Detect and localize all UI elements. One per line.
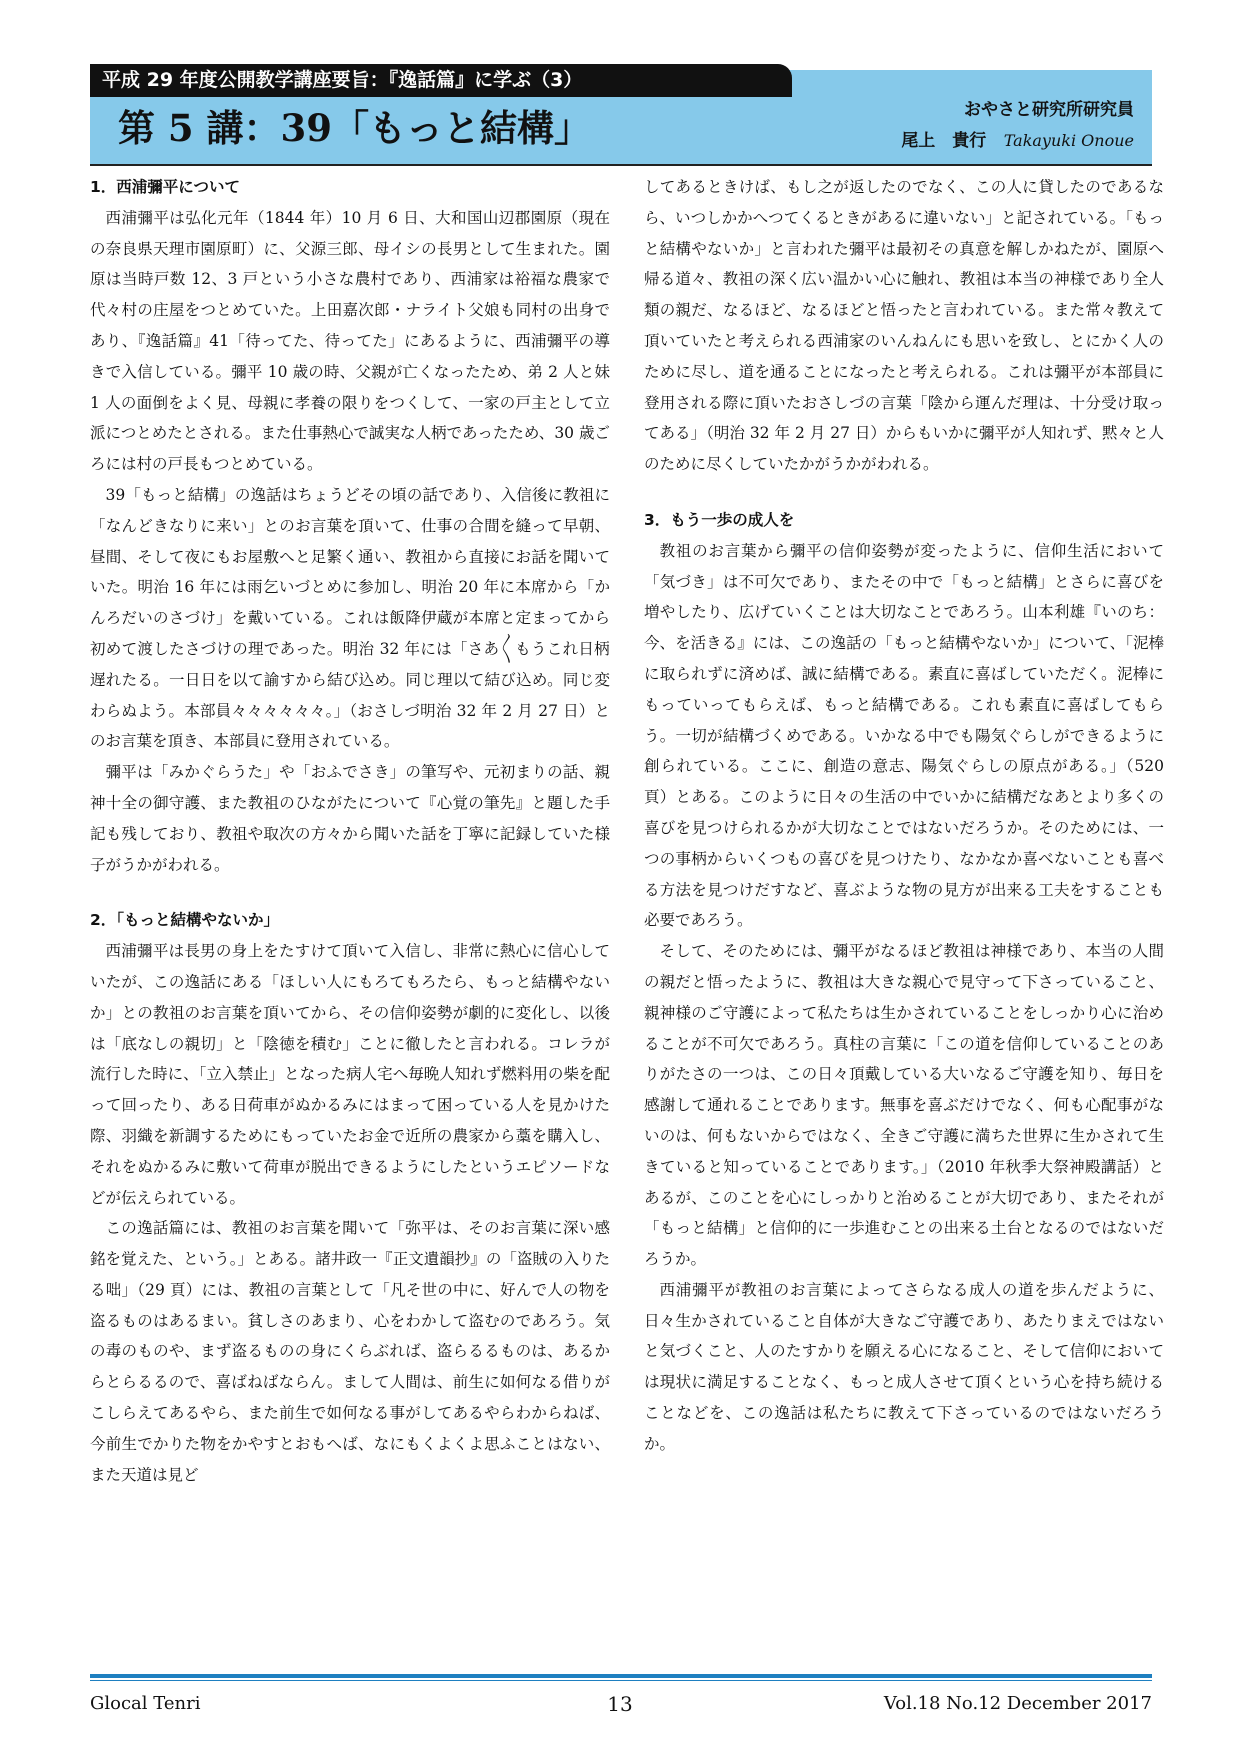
paragraph: 彌平は「みかぐらうた」や「おふでさき」の筆写や、元初まりの話、親神十全の御守護、また教祖のひながたについて『心覚の筆先』と題した手記も残しており、教祖や取次の方々から聞いた話を丁寧に記録していた様子がうかがわれる。	[90, 763, 610, 874]
series-title-bar: 平成 29 年度公開教学講座要旨：『逸話篇』に学ぶ（3）	[90, 64, 792, 97]
right-column	[644, 172, 1164, 1485]
section-heading: 1．西浦彌平について	[90, 178, 240, 196]
section-3	[644, 505, 1164, 1460]
footer-rule-thin	[90, 1680, 1152, 1681]
author-affiliation: おやさと研究所研究員	[964, 100, 1134, 120]
issue-info: Vol.18 No.12 December 2017	[883, 1693, 1152, 1714]
footer-rule	[90, 1674, 1152, 1678]
journal-name: Glocal Tenri	[90, 1693, 201, 1714]
section-heading: 2．「もっと結構やないか」	[90, 911, 280, 930]
section-1	[90, 172, 610, 880]
author-line	[901, 128, 1134, 154]
paragraph: 西浦彌平が教祖のお言葉によってさらなる成人の道を歩んだように、日々生かされていること自体が大きなご守護であり、あたりまえではないと気づくこと、人のたすかりを願える心になること、そして信仰においては現状に満足することなく、もっと成人させて頂くという心を持ち続けることなどを、この逸話は私たちに教えて下さっているのではないだろうか。	[644, 1280, 1164, 1453]
author-roman-name: Takayuki Onoue	[1003, 131, 1134, 150]
paragraph: 西浦彌平は長男の身上をたすけて頂いて入信し、非常に熱心に信心していたが、この逸話にある「ほしい人にもろてもろたら、もっと結構やないか」との教祖のお言葉を頂いてから、その信仰姿勢が劇的に変化し、以後は「底なしの親切」と「陰徳を積む」ことに徹したと言われる。コレラが流行した時に、「立入禁止」となった病人宅へ毎晩人知れず燃料用の柴を配って回ったり、ある日荷車がぬかるみにはまって困っている人を見かけた際、羽織を新調するためにもっていたお金で近所の農家から藁を購入し、それをぬかるみに敷いて荷車が脱出できるようにしたというエピソードなどが伝えられている。	[90, 942, 610, 1207]
left-column	[90, 172, 610, 1515]
paragraph: そして、そのためには、彌平がなるほど教祖は神様であり、本当の人間の親だと悟ったように、教祖は大きな親心で見守って下さっていること、親神様のご守護によって私たちは生かされていることをしっかり心に治めることが不可欠であろう。真柱の言葉に「この道を信仰していることのありがたさの一つは、この日々頂戴している大いなるご守護を知り、毎日を感謝して通れることであります。無事を喜ぶだけでなく、何も心配事がないのは、何もないからではなく、全きご守護に満ちた世界に生かされて生きていると知っていることであります。」（2010 年秋季大祭神殿講話）とあるが、このことを心にしっかりと治めることが大切であり、またそれが「もっと結構」と信仰的に一歩進むことの出来る土台となるのではないだろうか。	[644, 942, 1164, 1269]
section-heading: 3．もう一歩の成人を	[644, 510, 795, 529]
paragraph: この逸話篇には、教祖のお言葉を聞いて「弥平は、そのお言葉に深い感銘を覚えた、という。」とある。諸井政一『正文遺韻抄』の「盗賊の入りたる咄」（29 頁）には、教祖の言葉として「凡そ世の中に、好んで人の物を盗るものはあるまい。貧しさのあまり、心をわかして盗むのであろう。気の毒のものや、まず盗るものの身にくらぶれば、盗らるるものは、あるからとらるるので、喜ばねばならん。まして人間は、前生に如何なる借りがこしらえてあるやら、また前生で如何なる事がしてあるやらわからねば、今前生でかりた物をかやすとおもへば、なにもくよくよ思ふことはない、また天道は見ど	[90, 1219, 610, 1484]
paragraph: 西浦彌平は弘化元年（1844 年）10 月 6 日、大和国山辺郡園原（現在の奈良県天理市園原町）に、父源三郎、母イシの長男として生まれた。園原は当時戸数 12、3 戸という小さな農村であり、西浦家は裕福な農家で代々村の庄屋をつとめていた。上田嘉次郎・ナライト父娘も同村の出身であり、『逸話篇』41「待ってた、待ってた」にあるように、西浦彌平の導きで入信している。彌平 10 歳の時、父親が亡くなったため、弟 2 人と妹 1 人の面倒をよく見、母親に孝養の限りをつくして、一家の戸主として立派につとめたとされる。また仕事熱心で誠実な人柄であったため、30 歳ごろには村の戸長もつとめている。	[90, 208, 610, 474]
paragraph: 教祖のお言葉から彌平の信仰姿勢が変ったように、信仰生活において「気づき」は不可欠であり、またその中で「もっと結構」とさらに喜びを増やしたり、広げていくことは大切なことであろう。山本利雄『いのち：今、を活きる』には、この逸話の「もっと結構やないか」について、「泥棒に取られずに済めば、誠に結構である。素直に喜ばしていただく。泥棒にもっていってもらえば、もっと結構である。これも素直に喜ばしてもらう。一切が結構づくめである。いかなる中でも陽気ぐらしができるように創られている。ここに、創造の意志、陽気ぐらしの原点がある。」（520 頁）とある。このように日々の生活の中でいかに結構だなあとより多くの喜びを見つけられるかが大切なことではないだろうか。そのためには、一つの事柄からいくつもの喜びを見つけたり、なかなか喜べないことも喜べる方法を見つけだすなど、喜ぶような物の見方が出来る工夫をすることも必要であろう。	[644, 541, 1164, 930]
section-2-continued	[644, 172, 1164, 480]
lecture-title: 第 5 講：39「もっと結構」	[118, 106, 591, 150]
section-2	[90, 905, 610, 1490]
page-number: 13	[607, 1692, 633, 1716]
paragraph: 39「もっと結構」の逸話はちょうどその頃の話であり、入信後に教祖に「なんどきなりに来い」とのお言葉を頂いて、仕事の合間を縫って早朝、昼間、そして夜にもお屋敷へと足繁く通い、教祖から直接にお話を聞いていた。明治 16 年には雨乞いづとめに参加し、明治 20 年に本席から「かんろだいのさづけ」を戴いている。これは飯降伊蔵が本席と定まってから初めて渡したさづけの理であった。明治 32 年には「さあ〳〵もうこれ日柄遅れたる。一日日を以て諭すから結び込め。同じ理以て結び込め。同じ変わらぬよう。本部員々々々々々々。」（おさしづ明治 32 年 2 月 27 日）とのお言葉を頂き、本部員に登用されている。	[90, 485, 610, 751]
author-name: 尾上 貴行	[901, 131, 987, 151]
paragraph: してあるときけば、もし之が返したのでなく、この人に貸したのであるなら、いつしかかへつてくるときがあるに違いない」と記されている。「もっと結構やないか」と言われた彌平は最初その真意を解しかねたが、園原へ帰る道々、教祖の深く広い温かい心に触れ、教祖は本当の神様であり全人類の親だ、なるほど、なるほどと悟ったと言われている。また常々教えて頂いていたと考えられる西浦家のいんねんにも思いを致し、とにかく人のために尽し、道を通ることになったと考えられる。これは彌平が本部員に登用される際に頂いたおさしづの言葉「陰から運んだ理は、十分受け取ってある」（明治 32 年 2 月 27 日）からもいかに彌平が人知れず、黙々と人のために尽くしていたかがうかがわれる。	[644, 178, 1164, 474]
